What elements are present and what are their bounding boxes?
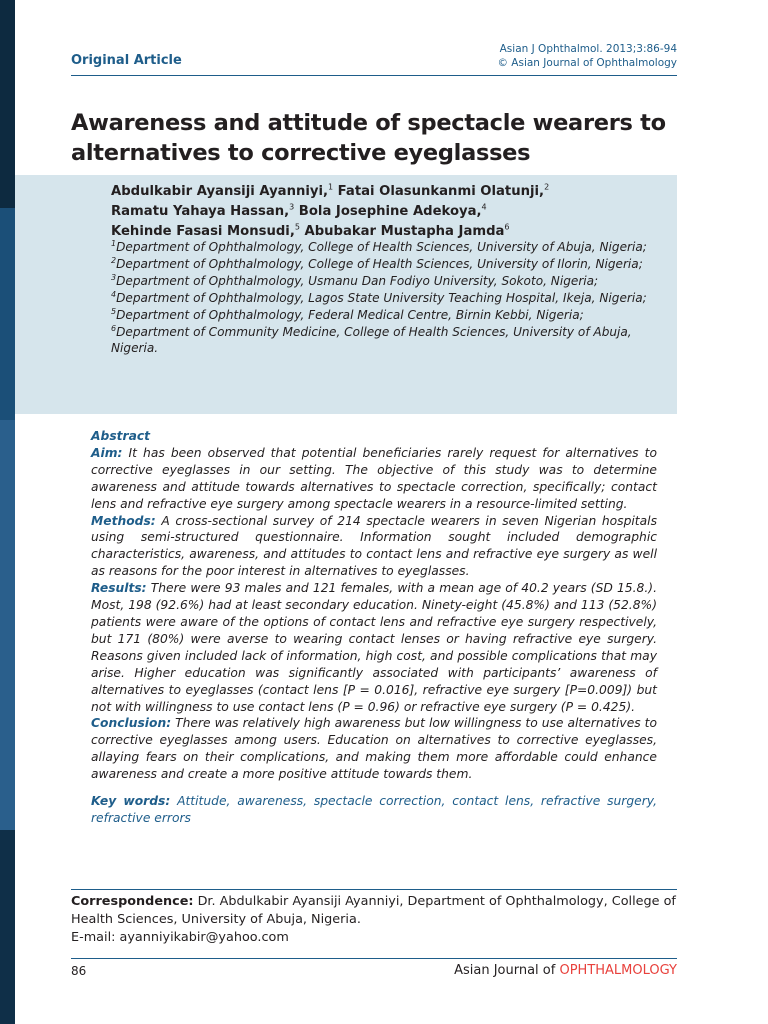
affiliation-item	[111, 290, 651, 307]
keywords-text: Attitude, awareness, spectacle correction, contact lens, refractive surgery, refractive errors	[91, 794, 657, 825]
affiliation-sup: 3	[111, 272, 117, 282]
journal-prefix: Asian Journal of	[454, 963, 560, 978]
header-citation-block	[497, 42, 677, 70]
author-sup: 4	[481, 202, 487, 212]
sidebar-segment	[0, 420, 15, 830]
affiliation-item	[111, 256, 651, 273]
affiliation-item	[111, 239, 651, 256]
left-sidebar-stripe	[0, 0, 15, 1024]
page-number: 86	[71, 964, 87, 978]
methods-label: Methods:	[91, 513, 156, 528]
author-list	[111, 182, 671, 242]
citation: Asian J Ophthalmol. 2013;3:86-94	[499, 43, 677, 55]
sidebar-segment	[0, 0, 15, 208]
abstract-conclusion	[91, 715, 657, 783]
article-type: Original Article	[71, 53, 182, 68]
affiliation-text: Department of Community Medicine, College of Health Sciences, University of Abuja, Nigeria.	[111, 324, 632, 356]
author-sup: 5	[294, 222, 300, 232]
affiliation-sup: 6	[111, 323, 117, 333]
author-name: Abdulkabir Ayansiji Ayanniyi,	[111, 184, 328, 199]
aim-text: It has been observed that potential beneficiaries rarely request for alternatives to corrective eyeglasses in our setting. The objective of this study was to determine awareness and attitude towards alternatives to spectacle correction, specifically; contact lens and refractive eye surgery among spectacle wearers in a resource-limited setting.	[91, 445, 657, 511]
affiliation-item	[111, 324, 651, 358]
affiliation-sup: 1	[111, 238, 117, 248]
author-sup: 2	[544, 182, 550, 192]
affiliation-text: Department of Ophthalmology, Usmanu Dan Fodiyo University, Sokoto, Nigeria;	[116, 273, 599, 288]
abstract-results	[91, 580, 657, 715]
correspondence-label: Correspondence:	[71, 894, 194, 909]
affiliation-list	[111, 239, 651, 357]
conclusion-label: Conclusion:	[91, 716, 172, 731]
affiliation-text: Department of Ophthalmology, Lagos State University Teaching Hospital, Ikeja, Nigeria;	[116, 290, 647, 305]
affiliation-text: Department of Ophthalmology, College of Health Sciences, University of Abuja, Nigeria;	[116, 240, 647, 254]
author-sup: 3	[289, 202, 295, 212]
copyright: © Asian Journal of Ophthalmology	[497, 57, 677, 69]
affiliation-sup: 4	[111, 289, 117, 299]
correspondence-email[interactable]: E-mail: ayanniyikabir@yahoo.com	[71, 930, 289, 945]
author-line	[111, 182, 671, 202]
author-line	[111, 202, 671, 222]
affiliation-text: Department of Ophthalmology, Federal Medical Centre, Birnin Kebbi, Nigeria;	[116, 307, 584, 322]
journal-name	[454, 963, 677, 978]
author-sup: 1	[328, 182, 334, 192]
keywords-label: Key words:	[91, 794, 171, 809]
correspondence	[71, 893, 683, 947]
methods-text: A cross-sectional survey of 214 spectacle wearers in seven Nigerian hospitals using semi-structured questionnaire. Information sought included demographic characteristics, awareness, and attitudes to contact lens and refractive eye surgery as well as reasons for the poor interest in alternatives to eyeglasses.	[91, 513, 657, 579]
correspondence-rule	[71, 889, 677, 890]
results-text: There were 93 males and 121 females, with a mean age of 40.2 years (SD 15.8.). Most, 198 (92.6%) had at least secondary education. Ninety-eight (45.8%) and 113 (52.8%) patients were aware of the options of contact lens and refractive eye surgery respectively, but 171 (80%) were averse to wearing contact lenses or having refractive eye surgery. Reasons given included lack of information, high cost, and possible complications that may arise. Higher education was significantly associated with participants’ awareness of alternatives to eyeglasses (contact lens [P = 0.016], refractive eye surgery [P=0.009]) but not with willingness to use contact lens (P = 0.96) or refractive eye surgery (P = 0.425).	[91, 581, 657, 714]
results-label: Results:	[91, 581, 147, 596]
abstract-aim	[91, 445, 657, 513]
author-name: Kehinde Fasasi Monsudi,	[111, 224, 295, 239]
author-name: Bola Josephine Adekoya,	[294, 204, 482, 219]
affiliation-item	[111, 273, 651, 290]
sidebar-segment	[0, 208, 15, 420]
affiliation-sup: 5	[111, 306, 117, 316]
abstract	[91, 428, 657, 827]
abstract-methods	[91, 513, 657, 581]
abstract-heading: Abstract	[91, 429, 151, 443]
sidebar-segment	[0, 830, 15, 1024]
author-sup: 6	[504, 222, 510, 232]
affiliation-sup: 2	[111, 255, 117, 265]
conclusion-text: There was relatively high awareness but low willingness to use alternatives to corrective eyeglasses among users. Education on alternatives to corrective eyeglasses, allaying fears on their complications, and making them more affordable could enhance awareness and create a more positive attitude towards them.	[91, 716, 657, 782]
author-name: Fatai Olasunkanmi Olatunji,	[333, 184, 545, 199]
abstract-keywords	[91, 793, 657, 827]
aim-label: Aim:	[91, 445, 123, 460]
header-rule	[71, 75, 677, 76]
correspondence-text: Dr. Abdulkabir Ayansiji Ayanniyi, Department of Ophthalmology, College of Health Sciences, University of Abuja, Nigeria.	[71, 894, 676, 927]
page-title: Awareness and attitude of spectacle wearers to alternatives to corrective eyeglasses	[71, 110, 666, 166]
journal-suffix: OPHTHALMOLOGY	[559, 963, 677, 978]
author-name: Abubakar Mustapha Jamda	[299, 224, 505, 239]
footer-rule	[71, 958, 677, 959]
author-name: Ramatu Yahaya Hassan,	[111, 204, 290, 219]
affiliation-item	[111, 307, 651, 324]
affiliation-text: Department of Ophthalmology, College of Health Sciences, University of Ilorin, Nigeria;	[116, 256, 643, 271]
